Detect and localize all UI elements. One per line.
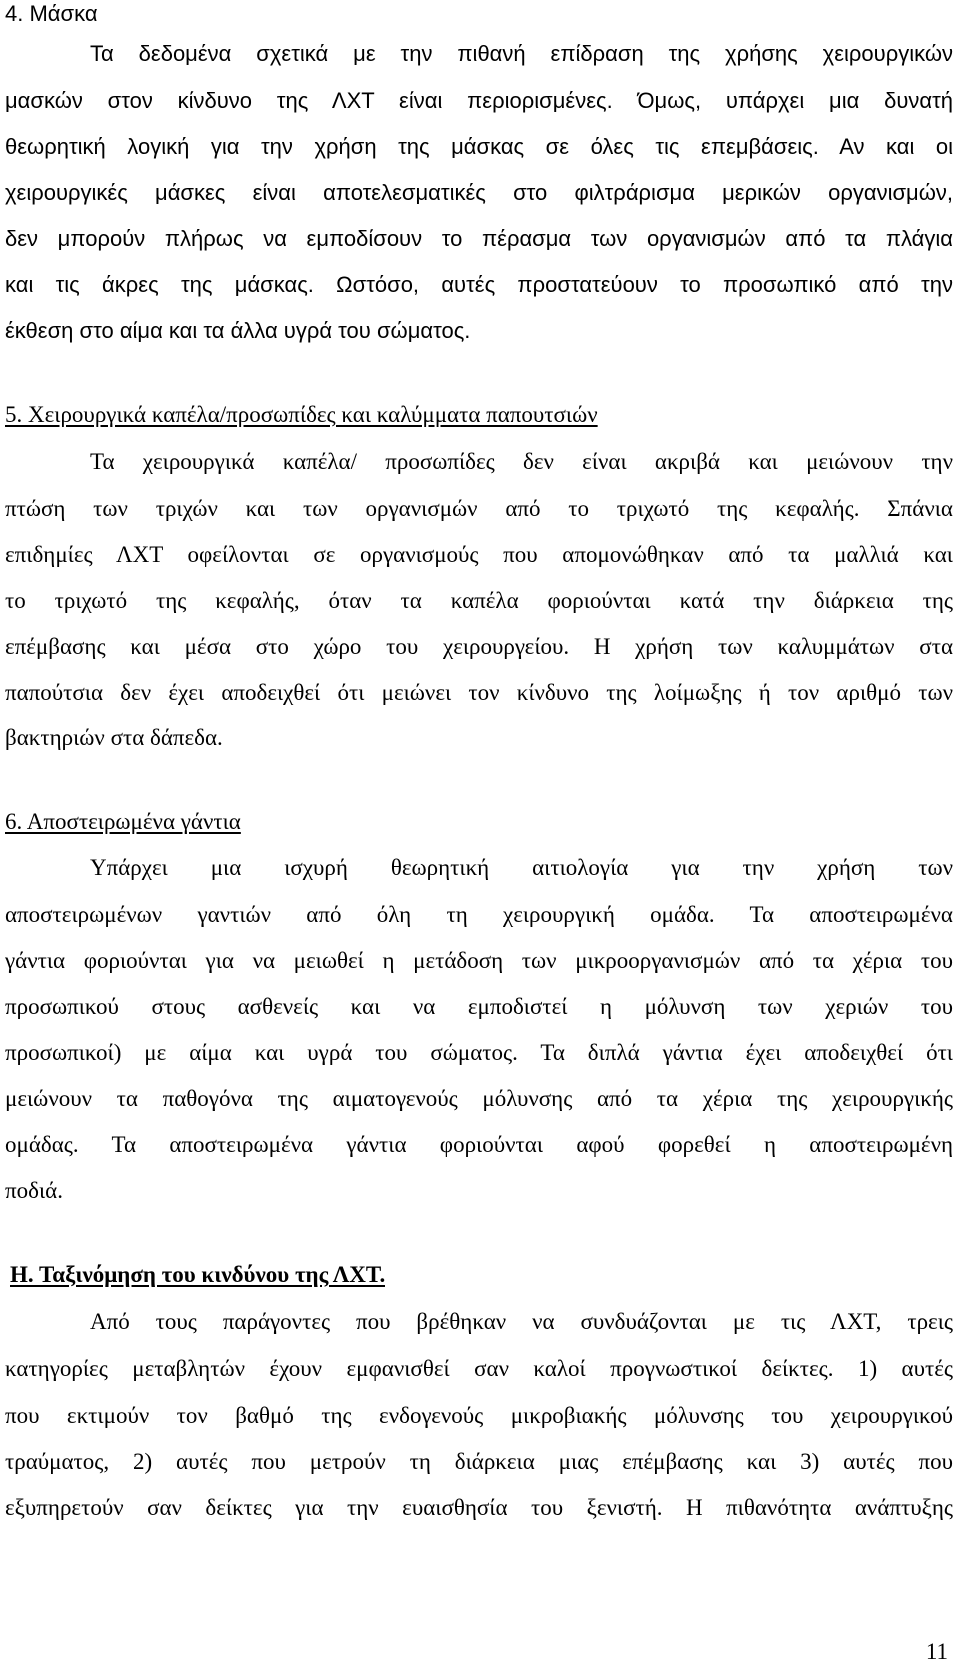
section-4-line-4: χειρουργικές μάσκες είναι αποτελεσματικές στο φιλτράρισμα μερικών οργανισμών,: [5, 180, 953, 205]
section-5-line-6: παπούτσια δεν έχει αποδειχθεί ότι μειώνει τον κίνδυνο της λοίμωξης ή τον αριθμό των: [5, 680, 953, 705]
section-6-line-8: ποδιά.: [5, 1178, 63, 1203]
section-5-line-2: πτώση των τριχών και των οργανισμών από το τριχωτό της κεφαλής. Σπάνια: [5, 496, 953, 521]
section-h-heading: Η. Ταξινόμηση του κινδύνου της ΛΧΤ.: [10, 1262, 386, 1287]
section-6-line-3: γάντια φοριούνται για να μειωθεί η μετάδοση των μικροοργανισμών από τα χέρια του: [5, 948, 953, 973]
section-5-line-1: Τα χειρουργικά καπέλα/ προσωπίδες δεν είναι ακριβά και μειώνουν την: [90, 449, 953, 474]
section-6-line-5: προσωπικοί) με αίμα και υγρά του σώματος. Τα διπλά γάντια έχει αποδειχθεί ότι: [5, 1040, 953, 1065]
section-4-line-5: δεν μπορούν πλήρως να εμποδίσουν το πέρασμα των οργανισμών από τα πλάγια: [5, 226, 953, 251]
section-6-line-4: προσωπικού στους ασθενείς και να εμποδιστεί η μόλυνση των χεριών του: [5, 994, 953, 1019]
section-5-line-3: επιδημίες ΛΧΤ οφείλονται σε οργανισμούς που απομονώθηκαν από τα μαλλιά και: [5, 542, 953, 567]
section-h-line-5: εξυπηρετούν σαν δείκτες για την ευαισθησία του ξενιστή. Η πιθανότητα ανάπτυξης: [5, 1495, 953, 1520]
section-h-line-3: που εκτιμούν τον βαθμό της ενδογενούς μικροβιακής μόλυνσης του χειρουργικού: [5, 1403, 953, 1428]
section-4-line-3: θεωρητική λογική για την χρήση της μάσκας σε όλες τις επεμβάσεις. Αν και οι: [5, 134, 953, 159]
section-4-line-6: και τις άκρες της μάσκας. Ωστόσο, αυτές προστατεύουν το προσωπικό από την: [5, 272, 953, 297]
section-4-heading: 4. Μάσκα: [5, 1, 98, 26]
section-6-line-2: αποστειρωμένων γαντιών από όλη τη χειρουργική ομάδα. Τα αποστειρωμένα: [5, 902, 953, 927]
section-5-line-5: επέμβασης και μέσα στο χώρο του χειρουργείου. Η χρήση των καλυμμάτων στα: [5, 634, 953, 659]
section-6-line-1: Υπάρχει μια ισχυρή θεωρητική αιτιολογία για την χρήση των: [90, 855, 953, 880]
section-4-line-2: μασκών στον κίνδυνο της ΛΧΤ είναι περιορισμένες. Όμως, υπάρχει μια δυνατή: [5, 88, 953, 113]
section-6-heading: 6. Αποστειρωμένα γάντια: [5, 809, 241, 834]
section-h-line-4: τραύματος, 2) αυτές που μετρούν τη διάρκεια μιας επέμβασης και 3) αυτές που: [5, 1449, 953, 1474]
section-5-line-7: βακτηριών στα δάπεδα.: [5, 725, 223, 750]
section-h-line-2: κατηγορίες μεταβλητών έχουν εμφανισθεί σαν καλοί προγνωστικοί δείκτες. 1) αυτές: [5, 1356, 953, 1381]
section-h-line-1: Από τους παράγοντες που βρέθηκαν να συνδυάζονται με τις ΛΧΤ, τρεις: [90, 1309, 953, 1334]
section-6-line-7: ομάδας. Τα αποστειρωμένα γάντια φοριούνται αφού φορεθεί η αποστειρωμένη: [5, 1132, 953, 1157]
section-4-line-1: Τα δεδομένα σχετικά με την πιθανή επίδραση της χρήσης χειρουργικών: [90, 41, 953, 66]
page-number: 11: [925, 1639, 948, 1664]
section-5-heading: 5. Χειρουργικά καπέλα/προσωπίδες και καλύμματα παπουτσιών: [5, 402, 598, 427]
section-4-line-7: έκθεση στο αίμα και τα άλλα υγρά του σώματος.: [5, 318, 471, 343]
section-5-line-4: το τριχωτό της κεφαλής, όταν τα καπέλα φοριούνται κατά την διάρκεια της: [5, 588, 953, 613]
section-6-line-6: μειώνουν τα παθογόνα της αιματογενούς μόλυνσης από τα χέρια της χειρουργικής: [5, 1086, 953, 1111]
